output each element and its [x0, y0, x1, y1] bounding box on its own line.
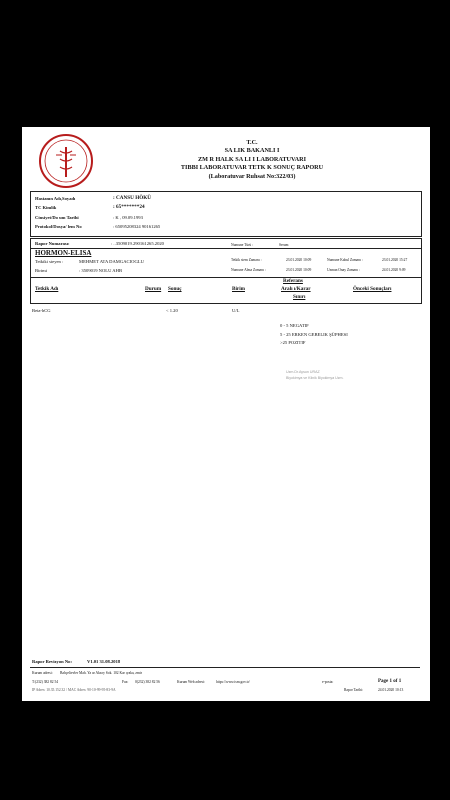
email-label: e-posta:: [322, 680, 334, 684]
approve-time-label: Uzman Onay Zamanı :: [327, 268, 360, 272]
test-group-title: HORMON-ELISA: [35, 249, 92, 257]
header-license: (Laboratuvar Ruhsat No:322/03): [208, 173, 296, 180]
sample-time-label: Numune Alma Zamanı :: [231, 268, 266, 272]
patient-name-value: : CANSU HÖKÜ: [113, 195, 152, 201]
result-unit: U/L: [232, 308, 240, 313]
address-value: Bahçelievler Mah. Ya ar Aksoy Sok. 102 Kar ıyaka, zmir: [60, 671, 142, 675]
report-info-box: [30, 238, 422, 278]
footer-divider: [30, 667, 420, 668]
accept-time-value: 23.01.2020 15:27: [382, 258, 408, 262]
ip-mac: IP Adres: 10.35.152.32 / MAC Adres: 90-10-99-95-83-9A: [32, 688, 116, 692]
doctor-value: MEHMET ATA DAMGACIOGLU: [79, 259, 144, 264]
fax-label: Fax:: [122, 680, 129, 684]
col-status: Durum: [145, 286, 162, 292]
sample-type-value: Serum: [279, 243, 289, 247]
address-label: Kurum adresi:: [32, 671, 53, 675]
header-report-title: TIBBI LABORATUVAR TETK K SONUÇ RAPORU: [180, 164, 324, 171]
sample-type-label: Numune Türü :: [231, 243, 254, 247]
web-value[interactable]: https://www.ism.gov.tr/: [216, 680, 250, 684]
protocol-label: Protokol/Dosya/ lem No: [35, 224, 82, 229]
lab-report-page: [22, 127, 430, 701]
phone: T:(232) 382 82 54: [32, 680, 59, 684]
header-tc: T.C.: [246, 139, 258, 146]
col-reference-2: Aralı ı/Karar: [281, 286, 311, 292]
signature-name: Uzm.Dr.Aysun URAZ: [286, 370, 320, 374]
revision-value: V1.01 31.08.2018: [87, 659, 121, 664]
accept-time-label: Numune Kabul Zamanı :: [327, 258, 363, 262]
col-result: Sonuç: [168, 286, 182, 292]
revision-label: Rapor Revizyon No:: [32, 659, 72, 664]
col-unit: Birim: [232, 286, 245, 292]
gender-birth-value: : K , 09.09.1993: [113, 215, 143, 220]
report-date-value: 24.01.2020 10:13: [378, 688, 404, 692]
approve-time-value: 24.01.2020 9:09: [382, 268, 406, 272]
col-previous-results: Önceki Sonuçları: [353, 286, 392, 292]
patient-info-box: [30, 191, 422, 237]
doctor-label: Tetkiki steyen :: [35, 259, 64, 264]
gender-birth-label: Cinsiyet/Do um Tarihi: [35, 215, 79, 220]
reference-line: >25 POZITIF: [280, 340, 306, 345]
tc-value: : 65*******24: [113, 204, 145, 210]
result-value: < 1.20: [166, 308, 178, 313]
col-test-name: Tetkik Adı: [35, 286, 59, 292]
patient-name-label: Hastanın Adı,Soyadı: [35, 196, 76, 201]
signature-title: Biyokimya ve Klinik Biyokimya Uzm.: [286, 376, 344, 380]
request-time-value: 23.01.2020 10:09: [286, 258, 312, 262]
web-label: Kurum Web adresi:: [177, 680, 205, 684]
protocol-value: : 65095208324 90161265: [113, 224, 161, 229]
result-test-name: Beta-hCG: [32, 308, 51, 313]
request-time-label: Tetkik stem Zamanı :: [231, 258, 262, 262]
col-reference-3: Sınırı: [293, 294, 306, 300]
sample-time-value: 23.01.2020 10:09: [286, 268, 312, 272]
fax-value: 0(232) 382 82 56: [135, 680, 160, 684]
header-lab: ZM R HALK SA LI I LABORATUVARI: [197, 156, 307, 163]
reference-line: 0 - 5 NEGATIF: [280, 323, 309, 328]
report-no-label: Rapor Numarası:: [35, 241, 70, 246]
page-number: Page 1 of 1: [378, 679, 402, 684]
col-reference-1: Referans: [283, 278, 303, 284]
unit-label: Birimi: [35, 268, 47, 273]
unit-value: : 3509019 NOLU AHB: [79, 268, 123, 273]
report-no-value: : ..3509019.290161265.2020: [111, 241, 164, 246]
reference-line: 5 - 25 ERKEN GEBELIK ŞÜPHESI: [280, 332, 348, 337]
header-ministry: SA LIK BAKANLI I: [224, 147, 280, 154]
report-date-label: Rapor Tarihi:: [344, 688, 364, 692]
ministry-of-health-logo-icon: [38, 133, 94, 189]
tc-label: TC Kimlik: [35, 205, 57, 210]
results-table-header: [30, 277, 422, 304]
